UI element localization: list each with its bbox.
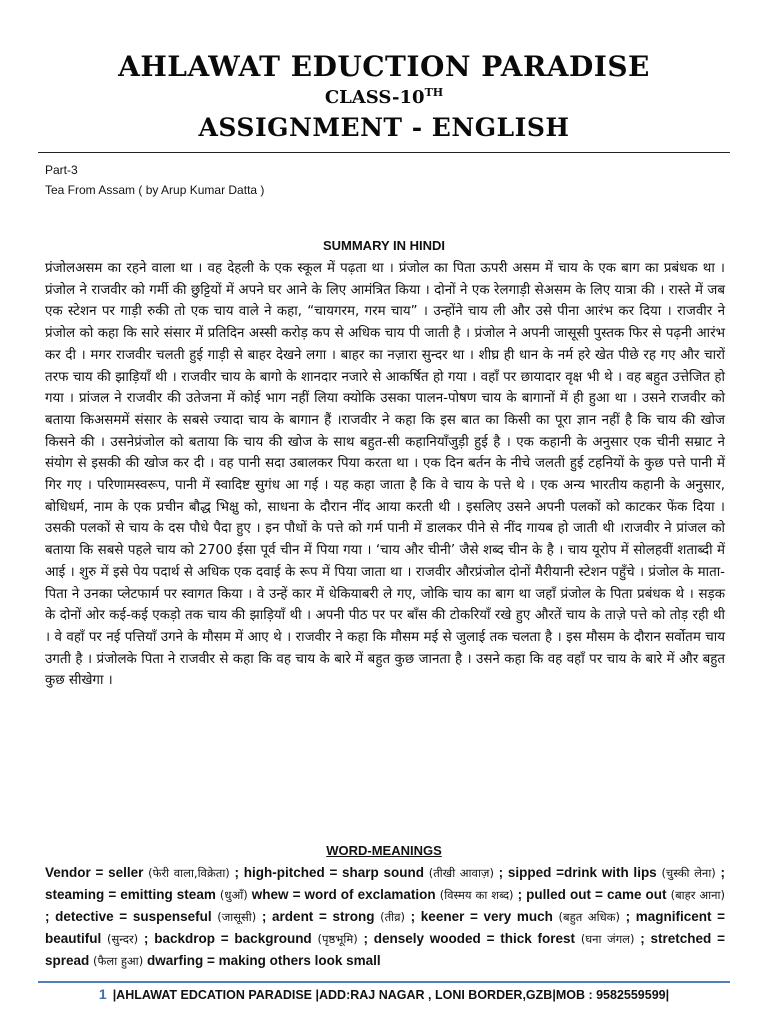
word-hindi-meaning: (जासूसी) [217, 910, 257, 924]
word-separator: ; [45, 909, 56, 924]
word-hindi-meaning: (फैला हुआ) [93, 954, 144, 968]
word-hindi-meaning: (घना जंगल) [580, 932, 635, 946]
word-hindi-meaning: (चुस्की लेना) [661, 866, 716, 880]
class-label: CLASS-10 [324, 87, 425, 108]
word-separator: ; [357, 931, 374, 946]
word-separator: ; [715, 865, 725, 880]
lesson-title: Tea From Assam ( by Arup Kumar Datta ) [45, 183, 265, 197]
footer-text: |AHLAWAT EDCATION PARADISE |ADD:RAJ NAGAR , LONI BORDER,GZB|MOB : 9582559599| [112, 988, 670, 1002]
word-meaning-entry [244, 865, 508, 880]
word-hindi-meaning: (विस्मय का शब्द) [439, 888, 514, 902]
word-term: backdrop = background [154, 931, 312, 946]
word-hindi-meaning: (पृष्ठभूमि) [317, 932, 358, 946]
word-hindi-meaning: (सुन्दर) [107, 932, 139, 946]
word-separator: ; [138, 931, 155, 946]
word-term: high-pitched = sharp sound [243, 865, 425, 880]
word-meaning-entry [421, 909, 636, 924]
word-meaning-entry [508, 865, 725, 880]
word-term: dwarfing = making others look small [146, 953, 381, 968]
assignment-title: ASSIGNMENT - ENGLISH [198, 113, 570, 142]
word-meaning-entry [154, 931, 374, 946]
word-meaning-entry [252, 887, 526, 902]
word-separator: ; [229, 865, 244, 880]
word-term: ardent = strong [272, 909, 375, 924]
word-meaning-entry [45, 865, 244, 880]
word-term: detective = suspenseful [55, 909, 212, 924]
word-term: Vendor = seller [45, 865, 144, 880]
word-hindi-meaning: (बहुत अधिक) [558, 910, 620, 924]
word-separator: ; [405, 909, 421, 924]
header-divider [38, 152, 730, 153]
word-term: densely wooded = thick forest [373, 931, 576, 946]
word-separator: ; [619, 909, 636, 924]
page-number: 1 [98, 986, 107, 1002]
class-superscript: TH [424, 86, 444, 99]
summary-heading: SUMMARY IN HINDI [322, 238, 446, 253]
word-separator: ; [513, 887, 527, 902]
class-title [0, 86, 768, 108]
word-hindi-meaning: (तीव्र) [380, 910, 406, 924]
school-title: AHLAWAT EDUCTION PARADISE [118, 50, 650, 83]
word-meanings-heading: WORD-MEANINGS [326, 843, 442, 858]
summary-paragraph: प्रंजोलअसम का रहने वाला था । वह देहली के एक स्कूल में पढ़ता था । प्रंजोल का पिता ऊपरी असम में चाय के एक बाग का प्रबंधक था । प्रंजोल ने राजवीर को गर्मी की छुट्टियों में अपने घर आने के लिए आमंत्रित किया । दोनों ने एक रेलगाड़ी सेअसम के लिए यात्रा की । रास्ते में जब एक स्टेशन पर गाड़ी रुकी तो एक चाय वाले ने कहा, “चायगरम, गरम चाय” । उन्होंने चाय ली और उसे पीना आरंभ कर दिया । राजवीर ने प्रंजोल को कहा कि सारे संसार में प्रतिदिन अस्सी करोड़ कप से अधिक चाय पी जाती है । प्रंजोल ने अपनी जासूसी पुस्तक फिर से पढ़नी आरंभ कर दी । मगर राजवीर चलती हुई गाड़ी से बाहर देखने लगा । बाहर का नज़ारा सुन्दर था । शीघ्र ही धान के नर्म हरे खेत पीछे रह गए और चारों तरफ चाय की झाड़ियाँ थी । राजवीर चाय के बागो के शानदार नजारे से आकर्षित हो गया । वहाँ पर छायादार वृक्ष भी थे । वह बहुत उत्तेजित हो गया । प्रांजल ने राजवीर की उतेजना में कोई भाग नहीं लिया क्योकि उसका पालन-पोषण चाय के बागानों में ही हुआ था । उसने राजवीर को बताया किअसममें संसार के सबसे ज्यादा चाय के बागान हैं ।राजवीर ने कहा कि इस बात का किसी का पूरा ज्ञान नहीं है कि चाय की खोज किसने की । उसनेप्रंजोल को बताया कि चाय की खोज के साथ बहुत-सी कहानियाँजुड़ी हुई है । एक कहानी के अनुसार एक चीनी सम्राट ने संयोग से इसकी की खोज कर दी । वह पानी सदा उबालकर पिया करता था । एक दिन बर्तन के नीचे जलती हुई टहनियों के कुछ पत्ते पानी में गिर गए । परिणामस्वरूप, पानी में स्वादिष्ट सुगंध आ गई । यह कहा जाता है कि वे चाय के पत्ते थे । एक अन्य भारतीय कहानी के अनुसार, बोधिधर्म, नाम के एक प्रचीन बौद्ध भिक्षु को, साधना के दौरान नींद आया करती थी । इसलिए उसने अपनी पलकों को काटकर फेंक दिया । उसकी पलकों से चाय के दस पौधे पैदा हुए । इन पौधों के पत्ते को गर्म पानी में डालकर पीने से नींद गायब हो जाती थी ।राजवीर ने प्रांजल को बताया कि सबसे पहले चाय को 2700 ईसा पूर्व चीन में पिया गया । ‘चाय और चीनी’ जैसे शब्द चीन के है । चाय यूरोप में सोलहवीं शताब्दी में आई । शुरु में इसे पेय पदार्थ से अधिक एक दवाई के रूप में पिया जाता था । राजवीर औरप्रंजोल दोनों मैरीयानी स्टेशन पहुँचे । प्रंजोल के माता-पिता ने उनका प्लेटफार्म पर स्वागत किया । वे उन्हें कार में धेकियाबरी ले गए, जोकि चाय का बाग था जहाँ प्रंजोल के पिता प्रबंधक थे । सड़क के दोनों ओर कई-कई एकड़ो तक चाय की झाड़ियाँ थी । अपनी पीठ पर पर बाँस की टोकरियाँ रखे हुए औरतें चाय के ताज़े पत्ते को तोड़ रही थी । वे वहाँ पर नई पत्तियाँ उगने के मौसम में आए थे । राजवीर ने कहा कि मौसम मई से जुलाई तक चलता है । इस मौसम के दौरान सर्वोतम चाय उगती है । प्रंजोलके पिता ने राजवीर से कहा कि वह चाय के बारे में बहुत कुछ जानता है । उसने कहा कि वह वहाँ पर चाय के बारे में और बहुत कुछ सीखेगा । [45, 261, 725, 689]
page-footer [0, 986, 768, 1002]
word-meaning-entry [45, 887, 252, 902]
word-meaning-entry [272, 909, 421, 924]
part-label: Part-3 [45, 163, 78, 177]
word-meaning-entry [147, 953, 381, 968]
word-meanings-list [45, 862, 725, 972]
word-term: whew = word of exclamation [251, 887, 436, 902]
word-term: magnificent = beautiful [45, 909, 726, 946]
word-meaning-entry [374, 931, 651, 946]
word-term: keener = very much [420, 909, 553, 924]
word-hindi-meaning: (फेरी वाला,विक्रेता) [148, 866, 230, 880]
word-term: steaming = emitting steam [45, 887, 216, 902]
word-hindi-meaning: (बाहर आना) [670, 888, 725, 902]
footer-divider [38, 981, 730, 983]
word-separator: ; [634, 931, 651, 946]
word-term: pulled out = came out [526, 887, 667, 902]
word-term: sipped =drink with lips [507, 865, 657, 880]
word-meaning-entry [55, 909, 272, 924]
word-separator: ; [256, 909, 273, 924]
word-term: stretched = spread [45, 931, 725, 968]
word-hindi-meaning: (तीखी आवाज़) [428, 866, 494, 880]
word-hindi-meaning: (धुआँ) [219, 888, 248, 902]
word-separator: ; [493, 865, 508, 880]
